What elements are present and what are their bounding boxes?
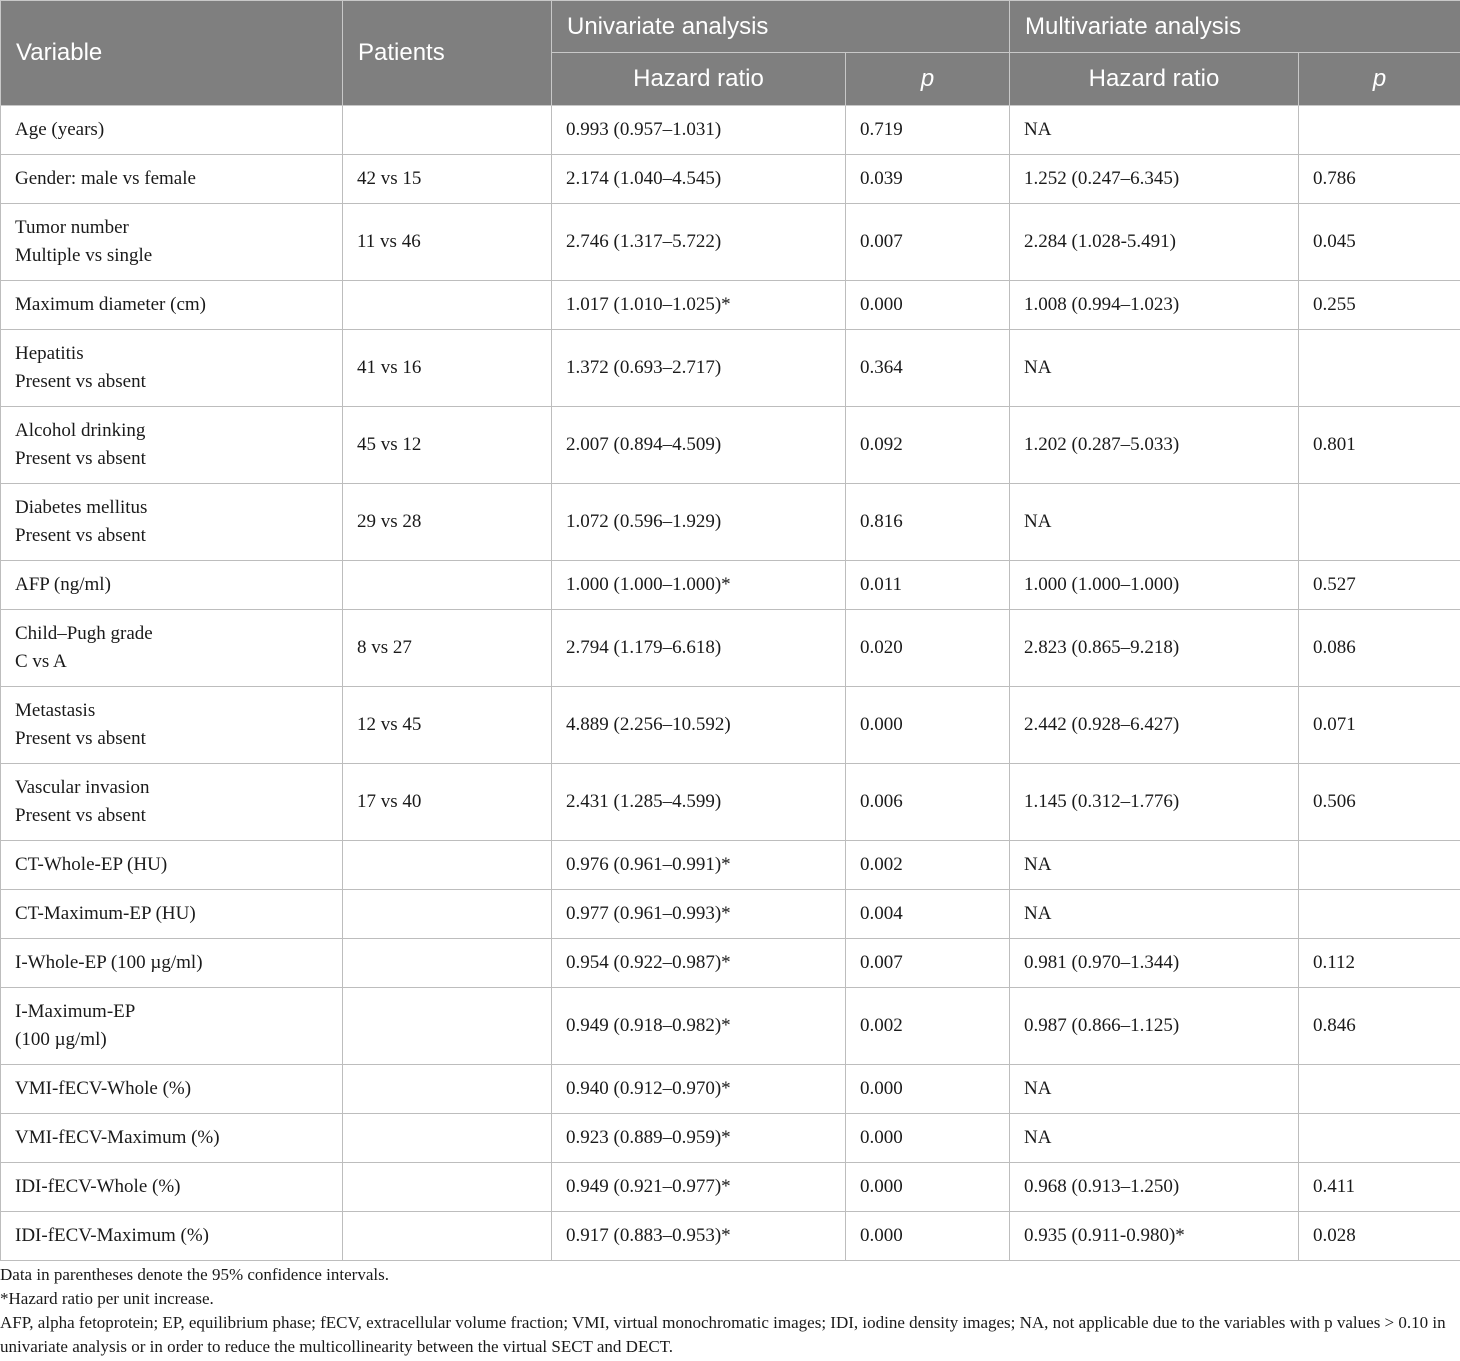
cell-multi-p: [1299, 330, 1460, 407]
cell-variable: VMI-fECV-Maximum (%): [1, 1114, 343, 1163]
cell-uni-hazard-ratio: 0.976 (0.961–0.991)*: [552, 841, 846, 890]
table-row: [1, 939, 1460, 988]
footnote-ci: Data in parentheses denote the 95% confidence intervals.: [0, 1265, 389, 1284]
cell-patients: [343, 281, 552, 330]
cell-uni-hazard-ratio: 0.940 (0.912–0.970)*: [552, 1065, 846, 1114]
cell-uni-hazard-ratio: 4.889 (2.256–10.592): [552, 687, 846, 764]
cell-patients: [343, 1163, 552, 1212]
cell-multi-hazard-ratio: 0.935 (0.911-0.980)*: [1010, 1212, 1299, 1261]
table-row: [1, 841, 1460, 890]
cell-uni-hazard-ratio: 1.000 (1.000–1.000)*: [552, 561, 846, 610]
cell-uni-hazard-ratio: 0.917 (0.883–0.953)*: [552, 1212, 846, 1261]
cell-uni-p: 0.002: [846, 841, 1010, 890]
cell-uni-hazard-ratio: 2.174 (1.040–4.545): [552, 155, 846, 204]
cell-uni-hazard-ratio: 1.072 (0.596–1.929): [552, 484, 846, 561]
cell-uni-hazard-ratio: 0.954 (0.922–0.987)*: [552, 939, 846, 988]
cell-multi-p: [1299, 890, 1460, 939]
cell-patients: 42 vs 15: [343, 155, 552, 204]
header-multi-hazard-ratio: Hazard ratio: [1010, 53, 1299, 106]
cell-multi-hazard-ratio: NA: [1010, 890, 1299, 939]
cell-uni-p: 0.006: [846, 764, 1010, 841]
cell-multi-p: 0.411: [1299, 1163, 1460, 1212]
cell-multi-hazard-ratio: NA: [1010, 106, 1299, 155]
cell-multi-hazard-ratio: NA: [1010, 841, 1299, 890]
cell-multi-p: 0.028: [1299, 1212, 1460, 1261]
cell-multi-p: [1299, 484, 1460, 561]
table-row: [1, 687, 1460, 764]
cell-multi-p: [1299, 1065, 1460, 1114]
cell-uni-hazard-ratio: 2.746 (1.317–5.722): [552, 204, 846, 281]
table-row: [1, 610, 1460, 687]
cell-uni-p: 0.000: [846, 1065, 1010, 1114]
cell-uni-p: 0.020: [846, 610, 1010, 687]
cell-variable: Hepatitis Present vs absent: [1, 330, 343, 407]
header-patients: Patients: [343, 1, 552, 106]
cell-variable: VMI-fECV-Whole (%): [1, 1065, 343, 1114]
cell-patients: [343, 1065, 552, 1114]
cell-patients: [343, 1212, 552, 1261]
cell-uni-p: 0.816: [846, 484, 1010, 561]
cell-variable: Tumor number Multiple vs single: [1, 204, 343, 281]
cell-multi-hazard-ratio: 1.252 (0.247–6.345): [1010, 155, 1299, 204]
cell-uni-hazard-ratio: 1.372 (0.693–2.717): [552, 330, 846, 407]
cell-patients: [343, 841, 552, 890]
cell-multi-hazard-ratio: NA: [1010, 1114, 1299, 1163]
cell-multi-p: [1299, 106, 1460, 155]
cell-patients: 12 vs 45: [343, 687, 552, 764]
cell-variable: CT-Whole-EP (HU): [1, 841, 343, 890]
table-row: [1, 1065, 1460, 1114]
cell-uni-hazard-ratio: 0.923 (0.889–0.959)*: [552, 1114, 846, 1163]
cell-multi-hazard-ratio: 2.284 (1.028-5.491): [1010, 204, 1299, 281]
cell-uni-p: 0.000: [846, 1212, 1010, 1261]
table-row: [1, 1212, 1460, 1261]
cell-uni-hazard-ratio: 1.017 (1.010–1.025)*: [552, 281, 846, 330]
table-row: [1, 890, 1460, 939]
cell-multi-p: 0.786: [1299, 155, 1460, 204]
table-row: [1, 155, 1460, 204]
cell-multi-p: 0.112: [1299, 939, 1460, 988]
cell-uni-hazard-ratio: 2.794 (1.179–6.618): [552, 610, 846, 687]
table-header: [1, 1, 1460, 106]
cell-multi-hazard-ratio: 2.442 (0.928–6.427): [1010, 687, 1299, 764]
cell-multi-hazard-ratio: NA: [1010, 330, 1299, 407]
cell-uni-p: 0.092: [846, 407, 1010, 484]
cell-variable: Child–Pugh grade C vs A: [1, 610, 343, 687]
cell-uni-hazard-ratio: 0.949 (0.921–0.977)*: [552, 1163, 846, 1212]
cell-multi-hazard-ratio: 0.981 (0.970–1.344): [1010, 939, 1299, 988]
cell-variable: Gender: male vs female: [1, 155, 343, 204]
cell-multi-p: 0.801: [1299, 407, 1460, 484]
table-row: [1, 407, 1460, 484]
cell-multi-p: 0.086: [1299, 610, 1460, 687]
cell-multi-p: 0.255: [1299, 281, 1460, 330]
cell-multi-hazard-ratio: 2.823 (0.865–9.218): [1010, 610, 1299, 687]
cell-multi-p: 0.846: [1299, 988, 1460, 1065]
cell-uni-p: 0.007: [846, 204, 1010, 281]
header-variable: Variable: [1, 1, 343, 106]
cell-patients: [343, 106, 552, 155]
cell-variable: I-Whole-EP (100 µg/ml): [1, 939, 343, 988]
cell-uni-p: 0.002: [846, 988, 1010, 1065]
cell-multi-hazard-ratio: NA: [1010, 1065, 1299, 1114]
cell-multi-p: [1299, 841, 1460, 890]
table-row: [1, 1114, 1460, 1163]
cell-multi-p: [1299, 1114, 1460, 1163]
cell-variable: Age (years): [1, 106, 343, 155]
cell-multi-hazard-ratio: 1.145 (0.312–1.776): [1010, 764, 1299, 841]
cell-uni-p: 0.007: [846, 939, 1010, 988]
cell-uni-p: 0.039: [846, 155, 1010, 204]
cell-uni-p: 0.000: [846, 281, 1010, 330]
cell-variable: I-Maximum-EP (100 µg/ml): [1, 988, 343, 1065]
header-row-top: [1, 1, 1460, 53]
cell-patients: [343, 890, 552, 939]
cell-multi-hazard-ratio: 0.968 (0.913–1.250): [1010, 1163, 1299, 1212]
cell-uni-p: 0.004: [846, 890, 1010, 939]
footnote-abbreviations: AFP, alpha fetoprotein; EP, equilibrium phase; fECV, extracellular volume fraction; VMI, virtual monochromatic images; IDI, iodine density images; NA, not applicable due to the variables with p values > 0.10 in univariate analysis or in order to reduce the multicollinearity between the virtual SECT and DECT.: [0, 1313, 1446, 1356]
table-row: [1, 484, 1460, 561]
cell-patients: 17 vs 40: [343, 764, 552, 841]
cell-variable: IDI-fECV-Maximum (%): [1, 1212, 343, 1261]
cell-variable: AFP (ng/ml): [1, 561, 343, 610]
cell-variable: Diabetes mellitus Present vs absent: [1, 484, 343, 561]
cell-patients: [343, 939, 552, 988]
cell-patients: 45 vs 12: [343, 407, 552, 484]
table-row: [1, 281, 1460, 330]
cell-variable: Alcohol drinking Present vs absent: [1, 407, 343, 484]
table-body: [1, 106, 1460, 1261]
cell-multi-p: 0.045: [1299, 204, 1460, 281]
header-multivariate: Multivariate analysis: [1010, 1, 1460, 53]
cell-patients: 29 vs 28: [343, 484, 552, 561]
cell-multi-hazard-ratio: 1.008 (0.994–1.023): [1010, 281, 1299, 330]
cell-variable: IDI-fECV-Whole (%): [1, 1163, 343, 1212]
cell-multi-hazard-ratio: 0.987 (0.866–1.125): [1010, 988, 1299, 1065]
table-row: [1, 764, 1460, 841]
cell-uni-p: 0.719: [846, 106, 1010, 155]
cell-variable: Maximum diameter (cm): [1, 281, 343, 330]
cell-uni-hazard-ratio: 0.993 (0.957–1.031): [552, 106, 846, 155]
cell-uni-p: 0.000: [846, 687, 1010, 764]
cell-patients: 8 vs 27: [343, 610, 552, 687]
cell-multi-p: 0.071: [1299, 687, 1460, 764]
cell-uni-p: 0.000: [846, 1114, 1010, 1163]
cell-uni-hazard-ratio: 2.431 (1.285–4.599): [552, 764, 846, 841]
cell-multi-hazard-ratio: NA: [1010, 484, 1299, 561]
cell-multi-hazard-ratio: 1.202 (0.287–5.033): [1010, 407, 1299, 484]
cell-patients: [343, 1114, 552, 1163]
cell-uni-hazard-ratio: 0.977 (0.961–0.993)*: [552, 890, 846, 939]
cell-uni-p: 0.000: [846, 1163, 1010, 1212]
table-row: [1, 561, 1460, 610]
cell-uni-hazard-ratio: 0.949 (0.918–0.982)*: [552, 988, 846, 1065]
cell-variable: CT-Maximum-EP (HU): [1, 890, 343, 939]
cell-uni-hazard-ratio: 2.007 (0.894–4.509): [552, 407, 846, 484]
cell-patients: [343, 988, 552, 1065]
table-row: [1, 106, 1460, 155]
cell-patients: 11 vs 46: [343, 204, 552, 281]
header-uni-hazard-ratio: Hazard ratio: [552, 53, 846, 106]
table-row: [1, 330, 1460, 407]
table-footnotes: [0, 1263, 1460, 1359]
header-univariate: Univariate analysis: [552, 1, 1010, 53]
cell-multi-hazard-ratio: 1.000 (1.000–1.000): [1010, 561, 1299, 610]
cell-uni-p: 0.364: [846, 330, 1010, 407]
cell-variable: Metastasis Present vs absent: [1, 687, 343, 764]
cell-variable: Vascular invasion Present vs absent: [1, 764, 343, 841]
cell-uni-p: 0.011: [846, 561, 1010, 610]
cell-patients: [343, 561, 552, 610]
header-uni-p: p: [846, 53, 1010, 106]
table-row: [1, 1163, 1460, 1212]
table-row: [1, 204, 1460, 281]
cell-multi-p: 0.527: [1299, 561, 1460, 610]
cell-patients: 41 vs 16: [343, 330, 552, 407]
table-row: [1, 988, 1460, 1065]
cell-multi-p: 0.506: [1299, 764, 1460, 841]
footnote-asterisk: *Hazard ratio per unit increase.: [0, 1289, 214, 1308]
header-multi-p: p: [1299, 53, 1460, 106]
